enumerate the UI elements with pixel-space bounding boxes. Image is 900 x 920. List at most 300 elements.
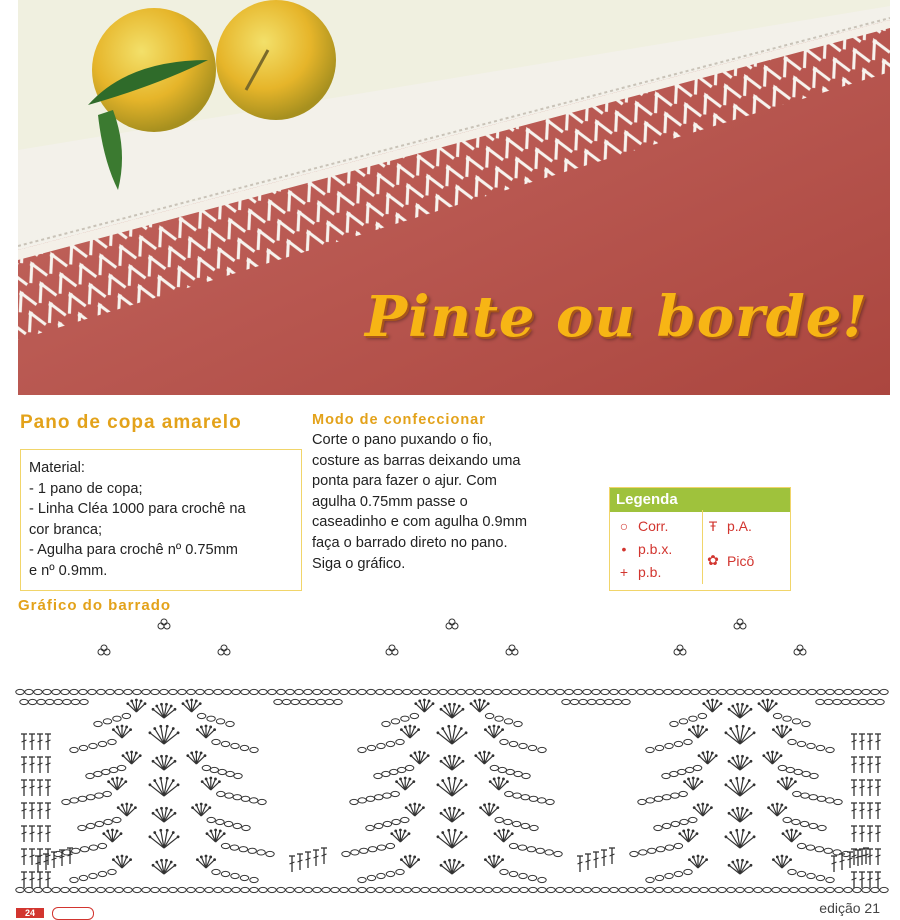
- fan-stitch-mark: [395, 780, 398, 783]
- fan-stitch-mark: [441, 831, 444, 834]
- fan-stitch-mark: [746, 705, 749, 708]
- fan-stitch-mark: [153, 779, 156, 782]
- picot-mark: [218, 649, 224, 655]
- fan-stitch-mark: [394, 830, 397, 833]
- chain-stitch-mark: [664, 689, 672, 694]
- fan-stitch-mark: [489, 780, 492, 783]
- chain-stitch-mark: [655, 887, 663, 892]
- fan-stitch-mark: [453, 703, 456, 706]
- fan-stitch-mark: [206, 832, 209, 835]
- picot-mark: [158, 623, 164, 629]
- fan-stitch-mark: [716, 700, 719, 703]
- chain-stitch-mark: [178, 887, 186, 892]
- chain-stitch-mark: [223, 887, 231, 892]
- chain-stitch-mark: [824, 699, 832, 704]
- chain-stitch-mark: [214, 887, 222, 892]
- chain-stitch-mark: [797, 871, 805, 876]
- fan-stitch-mark: [195, 751, 198, 754]
- chain-stitch-mark: [250, 689, 258, 694]
- chain-stitch-mark: [34, 689, 42, 694]
- chain-stitch-mark: [34, 887, 42, 892]
- chain-stitch-mark: [103, 719, 111, 724]
- fan-stitch-mark: [696, 832, 699, 835]
- fan-stitch-mark: [776, 856, 779, 859]
- chain-stitch-mark: [824, 848, 832, 853]
- chain-stitch-mark: [689, 817, 697, 822]
- chain-stitch-mark: [295, 689, 303, 694]
- picot-mark: [737, 619, 743, 625]
- picot-mark: [734, 623, 740, 629]
- chain-stitch-mark: [801, 793, 809, 798]
- chain-stitch-mark: [622, 699, 630, 704]
- fan-stitch-mark: [706, 804, 709, 807]
- chain-stitch-mark: [117, 765, 125, 770]
- fan-stitch-mark: [483, 751, 486, 754]
- chain-stitch-mark: [655, 875, 663, 880]
- chain-stitch-mark: [807, 873, 815, 878]
- chain-stitch-mark: [788, 869, 796, 874]
- fan-stitch-mark: [460, 779, 463, 782]
- chain-stitch-mark: [358, 798, 366, 803]
- fan-stitch-mark: [753, 835, 756, 838]
- picot-mark: [449, 619, 455, 625]
- fan-stitch-mark: [437, 783, 440, 786]
- picot-mark: [740, 623, 746, 629]
- fan-stitch-mark: [174, 864, 177, 867]
- chain-stitch-mark: [394, 887, 402, 892]
- fan-stitch-mark: [413, 726, 416, 729]
- fan-stitch-mark: [799, 832, 802, 835]
- chain-stitch-mark: [815, 847, 823, 852]
- fan-stitch-mark: [149, 783, 152, 786]
- chain-stitch-mark: [291, 699, 299, 704]
- fan-stitch-mark: [766, 699, 769, 702]
- picot-mark: [224, 649, 230, 655]
- chain-stitch-mark: [802, 721, 810, 726]
- chain-stitch-mark: [70, 689, 78, 694]
- chain-stitch-mark: [670, 721, 678, 726]
- chain-stitch-mark: [250, 747, 258, 752]
- fan-stitch-mark: [776, 726, 779, 729]
- chain-stitch-mark: [528, 745, 536, 750]
- fan-stitch-mark: [409, 725, 412, 728]
- chain-stitch-mark: [664, 887, 672, 892]
- chain-stitch-mark: [538, 887, 546, 892]
- fan-stitch-mark: [454, 725, 457, 728]
- chain-stitch-mark: [800, 821, 808, 826]
- chain-stitch-mark: [718, 887, 726, 892]
- fan-stitch-mark: [750, 864, 753, 867]
- chain-stitch-mark: [871, 887, 879, 892]
- chain-stitch-mark: [87, 795, 95, 800]
- chain-stitch-mark: [313, 689, 321, 694]
- fan-stitch-mark: [400, 728, 403, 731]
- fan-stitch-mark: [474, 754, 477, 757]
- chain-stitch-mark: [745, 689, 753, 694]
- chain-stitch-mark: [638, 799, 646, 804]
- chain-stitch-mark: [374, 773, 382, 778]
- legend-column-left: [614, 514, 700, 583]
- fan-stitch-mark: [458, 809, 461, 812]
- fan-stitch-mark: [120, 778, 123, 781]
- chain-stitch-mark: [781, 689, 789, 694]
- chain-stitch-mark: [396, 869, 404, 874]
- fan-stitch-mark: [750, 812, 753, 815]
- chain-stitch-mark: [680, 819, 688, 824]
- fan-stitch-mark: [447, 829, 450, 832]
- chain-stitch-mark: [97, 689, 105, 694]
- chain-stitch-mark: [656, 847, 664, 852]
- chain-stitch-mark: [529, 689, 537, 694]
- chain-stitch-mark: [79, 887, 87, 892]
- chain-stitch-mark: [565, 689, 573, 694]
- chain-stitch-mark: [794, 769, 802, 774]
- chain-stitch-mark: [376, 689, 384, 694]
- fan-stitch-mark: [200, 803, 203, 806]
- chain-stitch-mark: [70, 747, 78, 752]
- fan-stitch-mark: [711, 699, 714, 702]
- fan-stitch-mark: [786, 830, 789, 833]
- fan-stitch-mark: [470, 702, 473, 705]
- chain-stitch-mark: [745, 887, 753, 892]
- chain-stitch-mark: [239, 847, 247, 852]
- fan-stitch-mark: [200, 752, 203, 755]
- fan-stitch-mark: [697, 804, 700, 807]
- chain-stitch-mark: [214, 689, 222, 694]
- fan-stitch-mark: [462, 708, 465, 711]
- chain-stitch-mark: [277, 689, 285, 694]
- chain-stitch-mark: [358, 877, 366, 882]
- chain-stitch-mark: [530, 825, 538, 830]
- chain-stitch-mark: [98, 741, 106, 746]
- chain-stitch-mark: [583, 887, 591, 892]
- chain-stitch-mark: [97, 887, 105, 892]
- chain-stitch-mark: [225, 793, 233, 798]
- chain-stitch-mark: [772, 689, 780, 694]
- material-line: cor branca;: [29, 521, 103, 538]
- fan-stitch-mark: [413, 803, 416, 806]
- chain-stitch-mark: [816, 699, 824, 704]
- fan-stitch-mark: [771, 804, 774, 807]
- magazine-logo-icon: [52, 907, 94, 920]
- chain-stitch-mark: [448, 689, 456, 694]
- fan-stitch-mark: [777, 780, 780, 783]
- chain-stitch-mark: [226, 771, 234, 776]
- fan-stitch-mark: [155, 705, 158, 708]
- material-line: - Agulha para crochê nº 0.75mm: [29, 542, 238, 558]
- chain-stitch-mark: [232, 887, 240, 892]
- fan-stitch-mark: [418, 751, 421, 754]
- fan-stitch-mark: [174, 812, 177, 815]
- chain-stitch-mark: [80, 847, 88, 852]
- chain-stitch-mark: [684, 869, 692, 874]
- fan-stitch-mark: [715, 754, 718, 757]
- chain-stitch-mark: [773, 713, 781, 718]
- chain-stitch-mark: [20, 699, 28, 704]
- chain-stitch-mark: [124, 887, 132, 892]
- fan-stitch-mark: [149, 731, 152, 734]
- fan-stitch-mark: [454, 829, 457, 832]
- fan-stitch-mark: [214, 829, 217, 832]
- material-line: - 1 pano de copa;: [29, 480, 143, 497]
- chain-stitch-mark: [231, 873, 239, 878]
- chain-stitch-mark: [500, 869, 508, 874]
- picot-mark: [674, 649, 680, 655]
- chain-stitch-mark: [187, 689, 195, 694]
- chain-stitch-mark: [538, 798, 546, 803]
- fan-stitch-mark: [465, 731, 468, 734]
- fan-stitch-mark: [781, 855, 784, 858]
- fan-stitch-mark: [122, 754, 125, 757]
- chain-stitch-mark: [259, 887, 267, 892]
- fan-stitch-mark: [126, 752, 129, 755]
- fan-stitch-mark: [124, 780, 127, 783]
- chain-stitch-mark: [679, 791, 687, 796]
- chain-stitch-mark: [72, 848, 80, 853]
- chain-stitch-mark: [205, 887, 213, 892]
- chain-stitch-mark: [88, 689, 96, 694]
- fan-stitch-mark: [186, 754, 189, 757]
- chain-stitch-mark: [108, 869, 116, 874]
- chain-stitch-mark: [277, 887, 285, 892]
- fan-stitch-mark: [116, 856, 119, 859]
- fan-stitch-mark: [772, 728, 775, 731]
- fan-stitch-mark: [705, 858, 708, 861]
- chain-stitch-mark: [520, 887, 528, 892]
- chain-stitch-mark: [115, 887, 123, 892]
- chain-stitch-mark: [87, 823, 95, 828]
- chain-stitch-mark: [106, 887, 114, 892]
- chain-stitch-mark: [601, 887, 609, 892]
- fan-stitch-mark: [735, 725, 738, 728]
- fan-stitch-mark: [698, 754, 701, 757]
- chain-stitch-mark: [665, 873, 673, 878]
- fan-stitch-mark: [159, 777, 162, 780]
- fan-stitch-mark: [121, 855, 124, 858]
- chain-stitch-mark: [382, 721, 390, 726]
- chain-stitch-mark: [102, 769, 110, 774]
- fan-stitch-mark: [771, 700, 774, 703]
- fan-stitch-mark: [428, 700, 431, 703]
- chain-stitch-mark: [570, 699, 578, 704]
- chain-stitch-mark: [218, 769, 226, 774]
- chain-stitch-mark: [826, 798, 834, 803]
- fan-stitch-mark: [144, 702, 147, 705]
- chain-stitch-mark: [79, 745, 87, 750]
- chain-stitch-mark: [396, 739, 404, 744]
- chain-stitch-mark: [790, 689, 798, 694]
- chain-stitch-mark: [663, 823, 671, 828]
- legend-label: Corr.: [638, 517, 669, 534]
- chain-stitch-mark: [655, 689, 663, 694]
- fan-stitch-mark: [204, 754, 207, 757]
- fan-stitch-mark: [492, 754, 495, 757]
- fan-stitch-mark: [440, 708, 443, 711]
- chain-stitch-mark: [709, 887, 717, 892]
- chain-stitch-mark: [844, 689, 852, 694]
- chain-stitch-mark: [349, 689, 357, 694]
- method-line: Corte o pano puxando o fio,: [312, 432, 493, 448]
- legend-item: [614, 537, 700, 560]
- fan-stitch-mark: [111, 778, 114, 781]
- fan-stitch-mark: [702, 752, 705, 755]
- chain-stitch-mark: [646, 747, 654, 752]
- chain-stitch-mark: [54, 699, 62, 704]
- chain-stitch-mark: [385, 689, 393, 694]
- chain-stitch-mark: [783, 817, 791, 822]
- fan-stitch-mark: [191, 806, 194, 809]
- chain-stitch-mark: [286, 887, 294, 892]
- chain-stitch-mark: [392, 819, 400, 824]
- chain-stitch-mark: [538, 877, 546, 882]
- chain-stitch-mark: [484, 689, 492, 694]
- chain-stitch-mark: [367, 745, 375, 750]
- legend-item: [614, 560, 700, 583]
- chain-stitch-mark: [421, 887, 429, 892]
- fan-stitch-mark: [729, 727, 732, 730]
- chain-stitch-mark: [674, 741, 682, 746]
- chain-stitch-mark: [826, 887, 834, 892]
- fan-stitch-mark: [448, 859, 451, 862]
- fan-stitch-mark: [390, 832, 393, 835]
- fan-stitch-mark: [213, 858, 216, 861]
- chain-stitch-mark: [850, 699, 858, 704]
- fan-stitch-mark: [414, 702, 417, 705]
- chain-stitch-mark: [786, 767, 794, 772]
- fan-stitch-mark: [678, 832, 681, 835]
- fan-stitch-mark: [155, 861, 158, 864]
- fan-stitch-mark: [753, 731, 756, 734]
- fan-stitch-mark: [697, 725, 700, 728]
- chain-stitch-mark: [133, 689, 141, 694]
- fan-stitch-mark: [460, 727, 463, 730]
- chain-stitch-mark: [565, 887, 573, 892]
- fan-stitch-mark: [780, 804, 783, 807]
- legend-column-right: [702, 510, 788, 584]
- chain-stitch-mark: [613, 699, 621, 704]
- fan-stitch-mark: [687, 829, 690, 832]
- fan-stitch-mark: [129, 858, 132, 861]
- fan-stitch-mark: [199, 702, 202, 705]
- chain-stitch-mark: [592, 887, 600, 892]
- fan-stitch-mark: [443, 757, 446, 760]
- chain-stitch-mark: [637, 689, 645, 694]
- fan-stitch-mark: [453, 755, 456, 758]
- chain-stitch-mark: [682, 689, 690, 694]
- chain-stitch-mark: [793, 791, 801, 796]
- chain-stitch-mark: [250, 798, 258, 803]
- chain-stitch-mark: [224, 821, 232, 826]
- chain-stitch-mark: [160, 887, 168, 892]
- method-line: faça o barrado direto no pano.: [312, 534, 508, 551]
- fan-stitch-mark: [497, 856, 500, 859]
- chain-stitch-mark: [151, 887, 159, 892]
- chain-stitch-mark: [71, 699, 79, 704]
- chain-stitch-mark: [386, 843, 394, 848]
- chain-stitch-mark: [521, 823, 529, 828]
- chain-stitch-mark: [670, 771, 678, 776]
- fan-stitch-mark: [498, 830, 501, 833]
- fan-stitch-mark: [155, 809, 158, 812]
- chain-stitch-mark: [88, 887, 96, 892]
- project-title: Pano de copa amarelo: [20, 412, 242, 433]
- chain-stitch-mark: [763, 887, 771, 892]
- chain-stitch-mark: [547, 887, 555, 892]
- method-line: agulha 0.75mm passe o: [312, 493, 468, 510]
- chain-stitch-mark: [366, 825, 374, 830]
- fan-stitch-mark: [139, 754, 142, 757]
- chain-stitch-mark: [495, 716, 503, 721]
- fan-stitch-mark: [448, 703, 451, 706]
- fan-stitch-mark: [160, 703, 163, 706]
- method-text: [312, 430, 602, 574]
- fan-stitch-mark: [488, 803, 491, 806]
- chain-stitch-mark: [527, 847, 535, 852]
- material-box: [20, 449, 302, 591]
- chain-stitch-mark: [490, 765, 498, 770]
- chain-stitch-mark: [98, 843, 106, 848]
- fan-stitch-mark: [458, 705, 461, 708]
- chain-stitch-mark: [79, 689, 87, 694]
- fan-stitch-mark: [483, 804, 486, 807]
- chain-stitch-mark: [809, 795, 817, 800]
- fan-stitch-mark: [697, 855, 700, 858]
- chain-stitch-mark: [300, 699, 308, 704]
- chain-stitch-mark: [25, 887, 33, 892]
- fan-stitch-mark: [112, 728, 115, 731]
- fan-stitch-mark: [155, 757, 158, 760]
- fan-stitch-mark: [172, 831, 175, 834]
- fan-stitch-mark: [160, 859, 163, 862]
- fan-stitch-mark: [502, 829, 505, 832]
- fan-stitch-mark: [453, 859, 456, 862]
- chain-stitch-mark: [160, 689, 168, 694]
- picot-mark: [446, 623, 452, 629]
- chain-stitch-mark: [351, 850, 359, 855]
- fan-stitch-mark: [507, 830, 510, 833]
- fan-stitch-mark: [502, 778, 505, 781]
- fan-stitch-mark: [688, 858, 691, 861]
- chain-stitch-mark: [799, 887, 807, 892]
- fan-stitch-mark: [177, 835, 180, 838]
- chain-stitch-mark: [376, 887, 384, 892]
- fan-stitch-mark: [474, 700, 477, 703]
- chain-stitch-mark: [63, 699, 71, 704]
- chain-stitch-mark: [210, 767, 218, 772]
- fan-stitch-mark: [172, 727, 175, 730]
- chain-stitch-mark: [671, 793, 679, 798]
- chain-stitch-mark: [788, 739, 796, 744]
- fan-stitch-mark: [409, 804, 412, 807]
- fan-stitch-mark: [440, 760, 443, 763]
- chain-stitch-mark: [375, 795, 383, 800]
- chain-stitch-mark: [390, 769, 398, 774]
- fan-stitch-mark: [492, 804, 495, 807]
- fan-stitch-mark: [731, 705, 734, 708]
- chain-stitch-mark: [89, 873, 97, 878]
- chain-stitch-mark: [610, 887, 618, 892]
- fan-stitch-mark: [408, 832, 411, 835]
- fan-stitch-mark: [736, 807, 739, 810]
- chain-stitch-mark: [334, 699, 342, 704]
- fan-stitch-mark: [447, 725, 450, 728]
- chain-stitch-mark: [405, 765, 413, 770]
- fan-stitch-mark: [130, 700, 133, 703]
- chain-stitch-mark: [342, 851, 350, 856]
- chain-stitch-mark: [671, 821, 679, 826]
- fan-stitch-mark: [483, 700, 486, 703]
- chain-stitch-mark: [430, 887, 438, 892]
